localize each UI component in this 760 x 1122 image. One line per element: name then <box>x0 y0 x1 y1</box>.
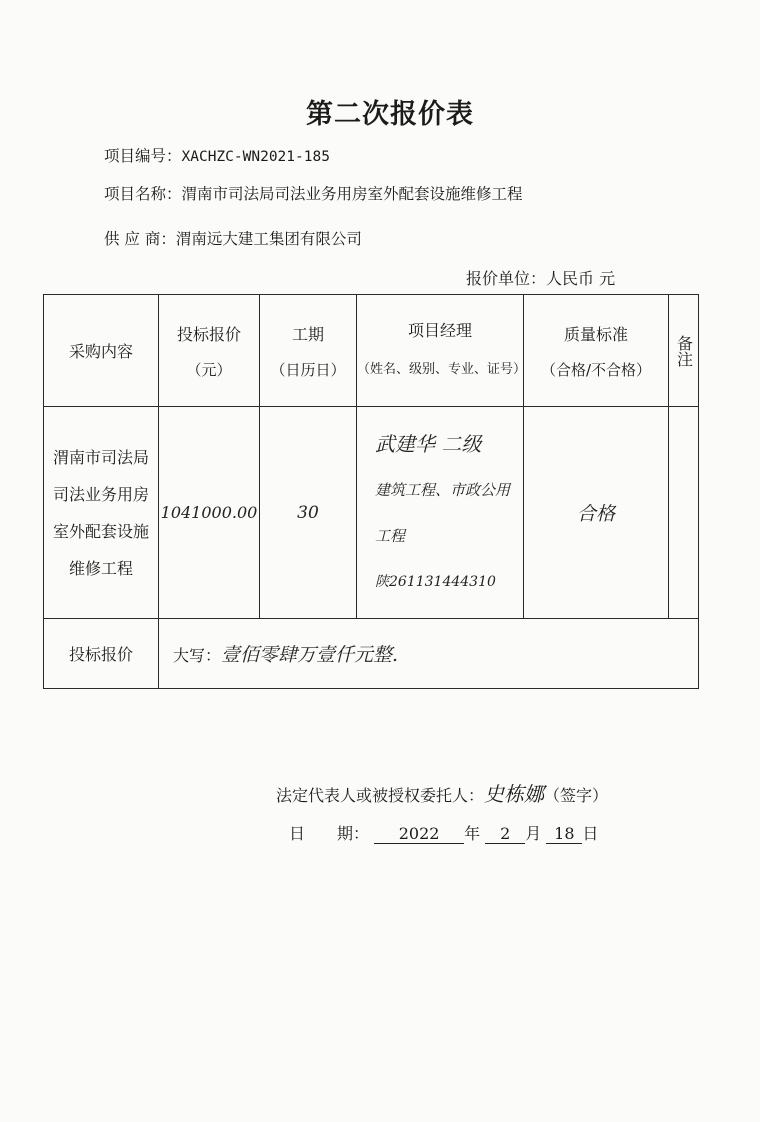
date-year: 2022 <box>374 824 464 844</box>
date-month: 2 <box>485 824 525 844</box>
row-price: 1041000.00 <box>159 407 260 619</box>
currency-unit: 报价单位：人民币 元 <box>466 269 616 288</box>
total-daxie-value: 壹佰零肆万壹仟元整. <box>221 644 399 666</box>
table-row <box>44 407 699 619</box>
date-line <box>289 821 598 844</box>
header-quality: 质量标准 （合格/不合格） <box>524 295 669 407</box>
project-number-line <box>104 144 330 166</box>
header-price: 投标报价 （元） <box>159 295 260 407</box>
document-title: 第二次报价表 <box>306 99 474 130</box>
date-day-unit: 日 <box>582 824 599 843</box>
row-quality: 合格 <box>524 407 669 619</box>
row-remark <box>669 407 699 619</box>
quote-table <box>43 294 699 689</box>
supplier-value: 渭南远大建工集团有限公司 <box>175 230 362 248</box>
date-month-unit: 月 <box>525 824 542 843</box>
project-name-label: 项目名称： <box>104 185 182 203</box>
row-project-manager: 武建华 二级 建筑工程、市政公用工程 陕2611314443​10 <box>357 407 524 619</box>
project-name-line <box>104 182 523 204</box>
date-day: 18 <box>546 824 582 844</box>
table-total-row <box>44 619 699 689</box>
date-year-unit: 年 <box>464 824 481 843</box>
project-number-value: XACHZC-WN2021-185 <box>181 149 330 165</box>
signature-label: 法定代表人或被授权委托人： <box>276 786 485 805</box>
header-project-manager: 项目经理 （姓名、级别、专业、证号） <box>357 295 524 407</box>
header-remark: 备注 <box>669 295 699 407</box>
row-content: 渭南市司法局司法业务用房室外配套设施维修工程 <box>44 407 159 619</box>
row-period: 30 <box>260 407 357 619</box>
header-period: 工期 （日历日） <box>260 295 357 407</box>
total-daxie: 大写：壹佰零肆万壹仟元整. <box>159 619 699 689</box>
table-header-row <box>44 295 699 407</box>
signature-line <box>276 778 608 807</box>
header-content: 采购内容 <box>44 295 159 407</box>
date-label: 日 期： <box>289 824 370 843</box>
project-name-value: 渭南市司法局司法业务用房室外配套设施维修工程 <box>181 185 523 203</box>
signature-name: 史栋娜 <box>484 782 545 806</box>
total-label: 投标报价 <box>44 619 159 689</box>
supplier-label: 供 应 商： <box>104 230 176 248</box>
project-number-label: 项目编号： <box>104 147 182 165</box>
signature-suffix: （签字） <box>544 786 609 805</box>
supplier-line <box>104 227 362 249</box>
